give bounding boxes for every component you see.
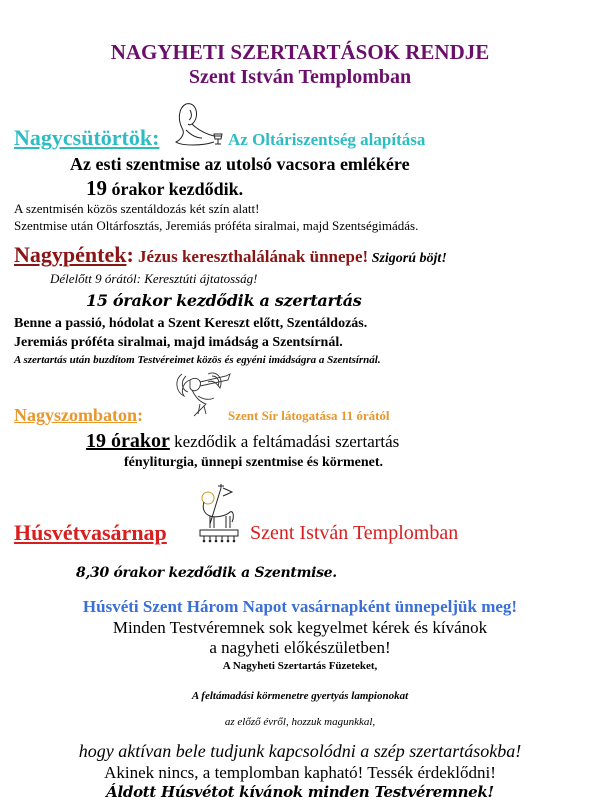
friday-heading: Nagypéntek bbox=[14, 242, 127, 267]
thursday-time-hour: 19 bbox=[86, 176, 107, 200]
thursday-heading: Nagycsütörtök: bbox=[14, 125, 160, 150]
closing-celebrate: Húsvéti Szent Három Napot vasárnapként ünnepeljük meg! bbox=[82, 597, 518, 616]
closing-blessing: Áldott Húsvétot kívánok minden Testvéremnek! bbox=[106, 783, 494, 801]
sunday-place: Szent István Templomban bbox=[250, 522, 459, 544]
thursday-time bbox=[86, 176, 243, 201]
priest-with-chalice-icon bbox=[172, 100, 228, 150]
lamb-of-god-icon bbox=[196, 484, 242, 546]
friday-feast: Jézus kereszthalálának ünnepe! bbox=[133, 247, 369, 266]
friday-colon: : bbox=[126, 242, 134, 267]
sunday-heading: Húsvétvasárnap bbox=[14, 520, 167, 545]
saturday-liturgy: fényliturgia, ünnepi szentmise és körmenet. bbox=[124, 455, 383, 470]
saturday-heading-row bbox=[14, 405, 143, 426]
closing-wish-2: a nagyheti előkészületben! bbox=[209, 638, 391, 657]
thursday-note-adoration: Szentmise után Oltárfosztás, Jeremiás próféta siralmai, majd Szentségimádás. bbox=[14, 218, 419, 233]
thursday-note-communion: A szentmisén közös szentáldozás két szín alatt! bbox=[14, 201, 260, 216]
friday-line-prayer: A szertartás után buzdítom Testvéreimet közös és egyéni imádságra a Szentsírnál. bbox=[14, 354, 381, 366]
friday-heading-row bbox=[14, 242, 447, 268]
closing-lanterns: A feltámadási körmenetre gyertyás lampionokat bbox=[191, 690, 409, 702]
page-subtitle: Szent István Templomban bbox=[188, 66, 412, 88]
thursday-mass-line: Az esti szentmise az utolsó vacsora emlékére bbox=[70, 154, 410, 174]
saturday-heading: Nagyszombaton bbox=[14, 405, 138, 425]
friday-line-lamentations: Jeremiás próféta siralmai, majd imádság a Szentsírnál. bbox=[14, 335, 343, 350]
saturday-time-hour: 19 órakor bbox=[86, 430, 170, 452]
saturday-visit: Szent Sír látogatása 11 órától bbox=[228, 408, 390, 423]
thursday-feast: Az Oltáriszentség alapítása bbox=[228, 130, 426, 149]
closing-wish-1: Minden Testvéremnek sok kegyelmet kérek és kívánok bbox=[112, 618, 488, 637]
sunday-time: 8,30 órakor kezdődik a Szentmise. bbox=[76, 565, 337, 581]
friday-morning: Délelőtt 9 órától: Keresztúti ájtatosság! bbox=[50, 271, 258, 286]
closing-last-year: az előző évről, hozzuk magunkkal, bbox=[224, 716, 376, 728]
saturday-time bbox=[86, 430, 399, 453]
friday-fast: Szigorú böjt! bbox=[368, 251, 447, 266]
saturday-time-text: kezdődik a feltámadási szertartás bbox=[169, 432, 400, 451]
closing-active: hogy aktívan bele tudjunk kapcsolódni a szép szertartásokba! bbox=[78, 741, 522, 761]
closing-available: Akinek nincs, a templomban kapható! Tessék érdeklődni! bbox=[104, 763, 496, 782]
saturday-colon: : bbox=[137, 405, 144, 425]
friday-time: 15 órakor kezdődik a szertartás bbox=[86, 291, 362, 310]
friday-line-passion: Benne a passió, hódolat a Szent Kereszt előtt, Szentáldozás. bbox=[14, 316, 368, 331]
closing-booklets: A Nagyheti Szertartás Füzeteket, bbox=[222, 660, 378, 672]
thursday-time-text: órakor kezdődik. bbox=[107, 179, 244, 199]
page-title: NAGYHETI SZERTARTÁSOK RENDJE bbox=[110, 40, 490, 64]
